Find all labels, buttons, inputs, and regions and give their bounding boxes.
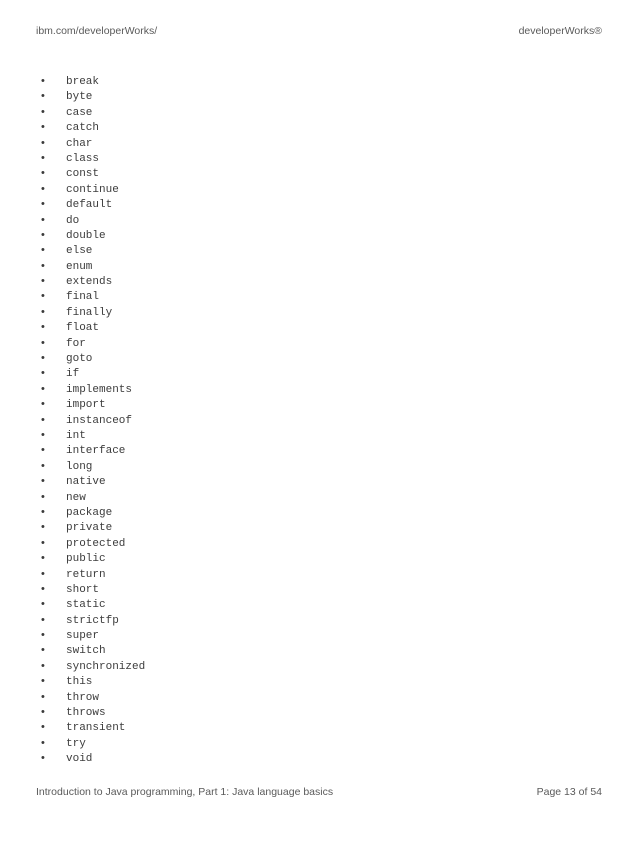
- keyword-text: implements: [66, 383, 133, 396]
- keyword-text: break: [66, 76, 100, 88]
- keyword-list-item: [40, 274, 145, 289]
- keyword-text: int: [66, 429, 86, 442]
- keyword-list-item: [40, 259, 145, 274]
- keyword-text: final: [66, 291, 100, 304]
- keyword-list-item: [40, 459, 145, 474]
- keyword-list-item: [40, 490, 145, 505]
- keyword-text: interface: [66, 445, 126, 458]
- bullet-icon: •: [41, 613, 45, 626]
- page-indicator: Page 13 of 54: [536, 786, 602, 798]
- bullet-icon: •: [41, 305, 45, 318]
- keyword-list-item: [40, 197, 145, 212]
- keyword-list-item: [40, 505, 145, 520]
- bullet-icon: •: [41, 198, 45, 211]
- keyword-list-item: [40, 120, 145, 135]
- keyword-list-item: [40, 151, 145, 166]
- keyword-list-item: [40, 305, 145, 320]
- keyword-list-item: [40, 382, 145, 397]
- bullet-icon: •: [41, 552, 45, 565]
- bullet-icon: •: [41, 121, 45, 134]
- keyword-text: try: [66, 737, 86, 750]
- document-title: Introduction to Java programming, Part 1: Java language basics: [36, 786, 334, 798]
- keyword-list-item: [40, 74, 145, 89]
- keyword-list-item: [40, 228, 145, 243]
- brand-name: developerWorks®: [518, 25, 602, 37]
- keyword-text: for: [66, 337, 86, 350]
- bullet-icon: •: [41, 105, 45, 118]
- page-footer: [36, 786, 602, 802]
- bullet-icon: •: [41, 536, 45, 549]
- bullet-icon: •: [41, 151, 45, 164]
- keyword-list-item: [40, 705, 145, 720]
- bullet-icon: •: [41, 629, 45, 642]
- keyword-list-item: [40, 613, 145, 628]
- keyword-text: do: [66, 214, 80, 227]
- java-keyword-list: [40, 74, 145, 767]
- keyword-text: switch: [66, 645, 106, 658]
- keyword-list-item: [40, 213, 145, 228]
- keyword-list-item: [40, 674, 145, 689]
- keyword-list-item: [40, 428, 145, 443]
- bullet-icon: •: [41, 428, 45, 441]
- keyword-text: char: [66, 137, 93, 150]
- keyword-list-item: [40, 413, 145, 428]
- keyword-list-item: [40, 551, 145, 566]
- bullet-icon: •: [41, 413, 45, 426]
- keyword-list-item: [40, 643, 145, 658]
- keyword-list-item: [40, 336, 145, 351]
- keyword-list-item: [40, 474, 145, 489]
- bullet-icon: •: [41, 244, 45, 257]
- keyword-text: super: [66, 630, 100, 643]
- bullet-icon: •: [41, 336, 45, 349]
- keyword-text: package: [66, 506, 113, 519]
- keyword-text: default: [66, 199, 113, 212]
- keyword-text: const: [66, 168, 100, 181]
- bullet-icon: •: [41, 213, 45, 226]
- bullet-icon: •: [41, 521, 45, 534]
- keyword-list-item: [40, 182, 145, 197]
- keyword-list-item: [40, 443, 145, 458]
- bullet-icon: •: [41, 644, 45, 657]
- keyword-text: native: [66, 476, 106, 489]
- keyword-text: long: [66, 460, 93, 473]
- bullet-icon: •: [41, 167, 45, 180]
- bullet-icon: •: [41, 182, 45, 195]
- keyword-text: float: [66, 322, 100, 335]
- bullet-icon: •: [41, 136, 45, 149]
- bullet-icon: •: [41, 259, 45, 272]
- keyword-text: byte: [66, 91, 93, 104]
- keyword-text: instanceof: [66, 414, 133, 427]
- keyword-text: double: [66, 229, 106, 242]
- keyword-list-item: [40, 89, 145, 104]
- bullet-icon: •: [41, 475, 45, 488]
- keyword-list-item: [40, 582, 145, 597]
- bullet-icon: •: [41, 459, 45, 472]
- keyword-list-item: [40, 397, 145, 412]
- bullet-icon: •: [41, 752, 45, 765]
- keyword-text: return: [66, 568, 106, 581]
- bullet-icon: •: [41, 659, 45, 672]
- bullet-icon: •: [41, 690, 45, 703]
- bullet-icon: •: [41, 382, 45, 395]
- bullet-icon: •: [41, 275, 45, 288]
- keyword-list-item: [40, 659, 145, 674]
- keyword-list-item: [40, 166, 145, 181]
- keyword-text: throws: [66, 707, 106, 720]
- keyword-text: this: [66, 676, 93, 689]
- keyword-list-item: [40, 366, 145, 381]
- bullet-icon: •: [41, 582, 45, 595]
- keyword-list-item: [40, 136, 145, 151]
- keyword-list-item: [40, 243, 145, 258]
- keyword-list-item: [40, 690, 145, 705]
- keyword-text: protected: [66, 537, 126, 550]
- keyword-text: public: [66, 553, 106, 566]
- keyword-text: synchronized: [66, 660, 146, 673]
- bullet-icon: •: [41, 290, 45, 303]
- bullet-icon: •: [41, 490, 45, 503]
- site-url-link[interactable]: ibm.com/developerWorks/: [36, 25, 158, 37]
- bullet-icon: •: [41, 321, 45, 334]
- keyword-text: enum: [66, 260, 93, 273]
- bullet-icon: •: [41, 567, 45, 580]
- keyword-text: throw: [66, 691, 100, 704]
- bullet-icon: •: [41, 505, 45, 518]
- keyword-list-item: [40, 520, 145, 535]
- bullet-icon: •: [41, 367, 45, 380]
- keyword-text: new: [66, 491, 86, 504]
- keyword-text: class: [66, 152, 100, 165]
- bullet-icon: •: [41, 398, 45, 411]
- keyword-list-item: [40, 536, 145, 551]
- keyword-list-item: [40, 567, 145, 582]
- keyword-text: transient: [66, 722, 126, 735]
- keyword-list-item: [40, 320, 145, 335]
- keyword-text: static: [66, 599, 106, 612]
- keyword-list-item: [40, 628, 145, 643]
- keyword-text: else: [66, 245, 93, 258]
- keyword-list-item: [40, 289, 145, 304]
- keyword-list-item: [40, 751, 145, 766]
- bullet-icon: •: [41, 721, 45, 734]
- keyword-list-item: [40, 597, 145, 612]
- keyword-text: continue: [66, 183, 119, 196]
- bullet-icon: •: [41, 352, 45, 365]
- keyword-list-item: [40, 105, 145, 120]
- keyword-text: private: [66, 522, 113, 535]
- page-header: [36, 25, 602, 41]
- keyword-text: goto: [66, 353, 93, 366]
- keyword-text: extends: [66, 276, 113, 289]
- keyword-text: import: [66, 399, 106, 412]
- keyword-list-item: [40, 736, 145, 751]
- keyword-text: case: [66, 106, 93, 119]
- bullet-icon: •: [41, 598, 45, 611]
- keyword-text: catch: [66, 122, 100, 135]
- keyword-text: if: [66, 368, 80, 381]
- keyword-list-item: [40, 351, 145, 366]
- bullet-icon: •: [41, 75, 45, 87]
- bullet-icon: •: [41, 90, 45, 103]
- bullet-icon: •: [41, 675, 45, 688]
- bullet-icon: •: [41, 706, 45, 719]
- bullet-icon: •: [41, 228, 45, 241]
- keyword-text: finally: [66, 306, 113, 319]
- keyword-text: strictfp: [66, 614, 119, 627]
- keyword-text: short: [66, 583, 100, 596]
- bullet-icon: •: [41, 736, 45, 749]
- keyword-list-item: [40, 720, 145, 735]
- bullet-icon: •: [41, 444, 45, 457]
- keyword-text: void: [66, 753, 93, 766]
